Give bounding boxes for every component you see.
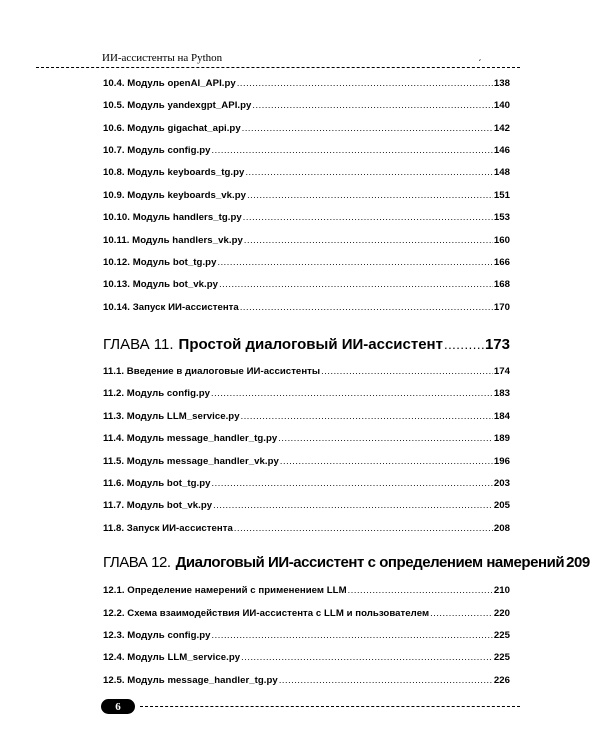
- toc-entry-page: 220: [493, 608, 510, 619]
- toc-entry-label: 12.3. Модуль config.py: [103, 630, 211, 641]
- toc-entry-11-3[interactable]: [103, 411, 510, 425]
- toc-entry-page: 184: [493, 411, 510, 422]
- toc-entry-label: 11.4. Модуль message_handler_tg.py: [103, 433, 278, 444]
- bottom-dashed-rule: [140, 706, 520, 707]
- toc-entry-page: 226: [493, 675, 510, 686]
- toc-entry-label: 10.10. Модуль handlers_tg.py: [103, 212, 242, 223]
- leader-dots: [252, 100, 492, 110]
- chapter-number: ГЛАВА 11.: [103, 336, 174, 353]
- top-dashed-rule: [36, 67, 520, 68]
- chapter-title: Простой диалоговый ИИ-ассистент: [178, 336, 443, 353]
- toc-entry-page: 153: [493, 212, 510, 223]
- chapter-number: ГЛАВА 12.: [103, 554, 171, 571]
- toc-entry-page: 205: [493, 500, 510, 511]
- leader-dots: [217, 257, 492, 267]
- toc-entry-label: 10.5. Модуль yandexgpt_API.py: [103, 100, 252, 111]
- toc-entry-12-2[interactable]: [103, 608, 510, 622]
- toc-entry-12-3[interactable]: [103, 630, 510, 644]
- leader-dots: [444, 337, 484, 352]
- leader-dots: [279, 675, 493, 685]
- leader-dots: [241, 652, 493, 662]
- toc-entry-11-5[interactable]: [103, 456, 510, 470]
- chapter-page: 209: [566, 554, 590, 571]
- leader-dots: [242, 123, 493, 133]
- toc-entry-10-7[interactable]: [103, 145, 510, 159]
- leader-dots: [211, 388, 493, 398]
- toc-entry-10-4[interactable]: [103, 78, 510, 92]
- toc-entry-label: 10.9. Модуль keyboards_vk.py: [103, 190, 247, 201]
- toc-entry-page: 203: [493, 478, 510, 489]
- leader-dots: [247, 190, 493, 200]
- toc-entry-12-1[interactable]: [103, 585, 510, 599]
- toc-entry-10-6[interactable]: [103, 123, 510, 137]
- leader-dots: [237, 78, 493, 88]
- toc-entry-label: 10.14. Запуск ИИ-ассистента: [103, 302, 239, 313]
- toc-entry-label: 11.8. Запуск ИИ-ассистента: [103, 523, 233, 534]
- leader-dots: [241, 411, 493, 421]
- toc-entry-label: 10.13. Модуль bot_vk.py: [103, 279, 219, 290]
- leader-dots: [219, 279, 493, 289]
- leader-dots: [430, 608, 493, 618]
- toc-entry-label: 11.3. Модуль LLM_service.py: [103, 411, 240, 422]
- toc-entry-11-4[interactable]: [103, 433, 510, 447]
- leader-dots: [212, 145, 493, 155]
- leader-dots: [280, 456, 493, 466]
- toc-entry-10-13[interactable]: [103, 279, 510, 293]
- toc-entry-page: 168: [493, 279, 510, 290]
- leader-dots: [244, 235, 493, 245]
- toc-entry-label: 12.2. Схема взаимодействия ИИ-ассистента с LLM и пользователем: [103, 608, 430, 619]
- toc-entry-page: 170: [493, 302, 510, 313]
- leader-dots: [243, 212, 493, 222]
- toc-entry-page: 166: [493, 257, 510, 268]
- chapter-title: Диалоговый ИИ-ассистент с определением намерений: [175, 554, 565, 571]
- toc-entry-page: 160: [493, 235, 510, 246]
- toc-entry-label: 11.6. Модуль bot_tg.py: [103, 478, 211, 489]
- toc-entry-10-12[interactable]: [103, 257, 510, 271]
- toc-entry-label: 11.1. Введение в диалоговые ИИ-ассистенты: [103, 366, 321, 377]
- leader-dots: [240, 302, 493, 312]
- head-tick-mark: ˏ: [478, 51, 482, 62]
- toc-entry-label: 10.11. Модуль handlers_vk.py: [103, 235, 243, 246]
- toc-entry-label: 10.8. Модуль keyboards_tg.py: [103, 167, 245, 178]
- toc-entry-label: 11.7. Модуль bot_vk.py: [103, 500, 213, 511]
- toc-entry-page: 151: [493, 190, 510, 201]
- page-number-badge: 6: [101, 699, 135, 714]
- toc-entry-page: 142: [493, 123, 510, 134]
- toc-entry-10-11[interactable]: [103, 235, 510, 249]
- toc-entry-page: 140: [493, 100, 510, 111]
- toc-entry-label: 10.4. Модуль openAI_API.py: [103, 78, 236, 89]
- chapter-page: 173: [484, 336, 510, 353]
- leader-dots: [234, 523, 493, 533]
- toc-entry-page: 225: [493, 630, 510, 641]
- toc-entry-11-7[interactable]: [103, 500, 510, 514]
- toc-entry-12-4[interactable]: [103, 652, 510, 666]
- leader-dots: [213, 500, 493, 510]
- toc-entry-label: 10.6. Модуль gigachat_api.py: [103, 123, 241, 134]
- leader-dots: [212, 478, 493, 488]
- toc-entry-10-5[interactable]: [103, 100, 510, 114]
- toc-entry-page: 138: [493, 78, 510, 89]
- toc-entry-10-8[interactable]: [103, 167, 510, 181]
- toc-entry-label: 11.5. Модуль message_handler_vk.py: [103, 456, 279, 467]
- toc-entry-label: 11.2. Модуль config.py: [103, 388, 211, 399]
- toc-chapter-12[interactable]: [103, 554, 590, 576]
- toc-entry-page: 210: [493, 585, 510, 596]
- toc-entry-12-5[interactable]: [103, 675, 510, 689]
- leader-dots: [321, 366, 493, 376]
- toc-entry-10-9[interactable]: [103, 190, 510, 204]
- toc-entry-10-14[interactable]: [103, 302, 510, 316]
- toc-entry-10-10[interactable]: [103, 212, 510, 226]
- toc-entry-label: 10.7. Модуль config.py: [103, 145, 211, 156]
- toc-entry-page: 225: [493, 652, 510, 663]
- toc-entry-label: 12.1. Определение намерений с применением LLM: [103, 585, 347, 596]
- toc-entry-11-8[interactable]: [103, 523, 510, 537]
- toc-entry-page: 196: [493, 456, 510, 467]
- toc-entry-page: 208: [493, 523, 510, 534]
- leader-dots: [348, 585, 493, 595]
- toc-entry-page: 183: [493, 388, 510, 399]
- toc-entry-page: 174: [493, 366, 510, 377]
- toc-entry-11-2[interactable]: [103, 388, 510, 402]
- toc-entry-11-6[interactable]: [103, 478, 510, 492]
- toc-entry-11-1[interactable]: [103, 366, 510, 380]
- toc-entry-label: 12.4. Модуль LLM_service.py: [103, 652, 241, 663]
- toc-entry-page: 148: [493, 167, 510, 178]
- leader-dots: [245, 167, 492, 177]
- toc-entry-page: 146: [493, 145, 510, 156]
- toc-chapter-11[interactable]: [103, 336, 510, 358]
- leader-dots: [212, 630, 493, 640]
- running-head: ИИ-ассистенты на Python: [102, 52, 223, 64]
- leader-dots: [278, 433, 493, 443]
- toc-entry-page: 189: [493, 433, 510, 444]
- toc-entry-label: 12.5. Модуль message_handler_tg.py: [103, 675, 278, 686]
- toc-entry-label: 10.12. Модуль bot_tg.py: [103, 257, 217, 268]
